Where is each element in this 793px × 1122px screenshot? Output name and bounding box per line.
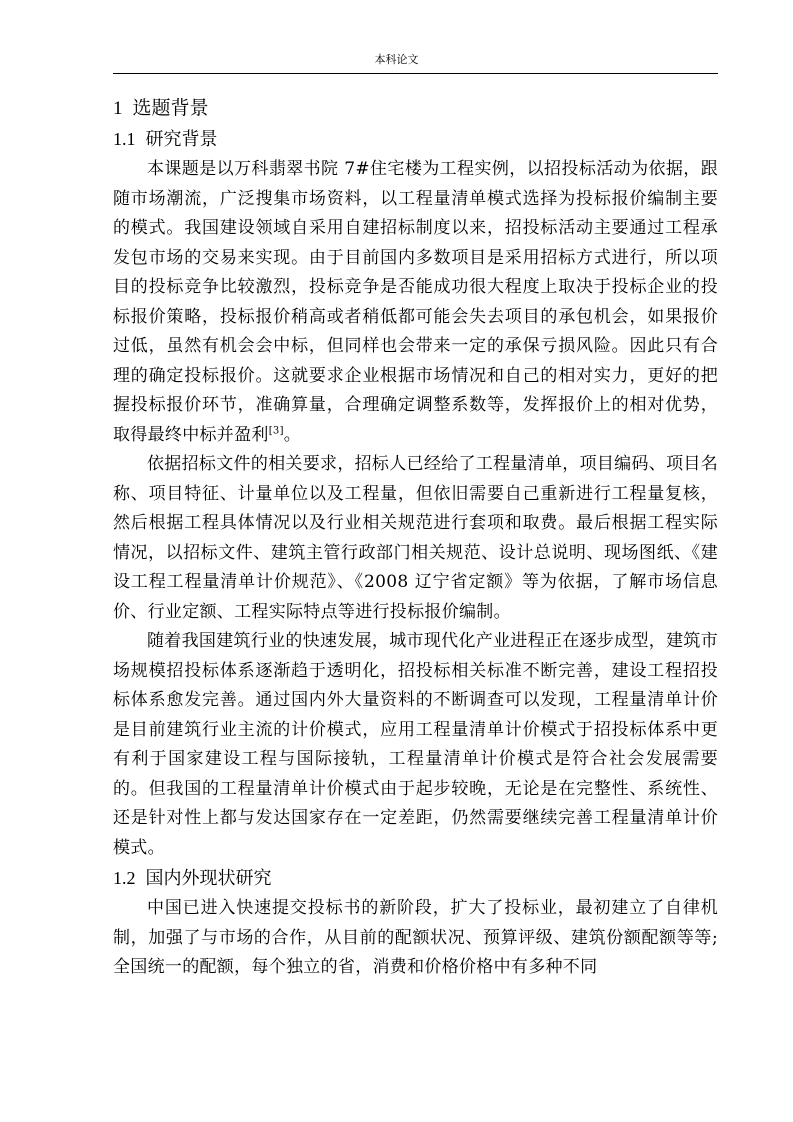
section-title: 选题背景 — [132, 97, 209, 119]
subsection-number: 1.2 — [113, 868, 136, 888]
paragraph-1-1-2: 依据招标文件的相关要求，招标人已经给了工程量清单，项目编码、项目名称、项目特征、计量单位以及工程量，但依旧需要自己重新进行工程量复核，然后根据工程具体情况以及行业相关规范进行套项和取费。最后根据工程实际情况，以招标文件、建筑主管行政部门相关规范、设计总说明、现场图纸、《建设工程工程量清单计价规范》、《2008 辽宁省定额》等为依据，了解市场信息价、行业定额、工程实际特点等进行投标报价编制。 — [113, 454, 718, 622]
subsection-heading-1-2 — [113, 863, 718, 894]
paragraph-1-2-1: 中国已进入快速提交投标书的新阶段，扩大了投标业，最初建立了自律机制，加强了与市场的合作，从目前的配额状况、预算评级、建筑份额配额等等;全国统一的配额，每个独立的省，消费和价格价格中有多种不同 — [113, 898, 718, 977]
paragraph-1-1-3: 随着我国建筑行业的快速发展，城市现代化产业进程正在逐步成型，建筑市场规模招投标体系逐渐趋于透明化，招投标相关标准不断完善，建设工程招投标体系愈发完善。通过国内外大量资料的不断调查可以发现，工程量清单计价是目前建筑行业主流的计价模式，应用工程量清单计价模式于招投标体系中更有利于国家建设工程与国际接轨，工程量清单计价模式是符合社会发展需要的。但我国的工程量清单计价模式由于起步较晚，无论是在完整性、系统性、还是针对性上都与发达国家存在一定差距，仍然需要继续完善工程量清单计价模式。 — [113, 631, 718, 858]
citation-ref: [3] — [268, 424, 284, 436]
subsection-title: 研究背景 — [145, 129, 218, 150]
subsection-title: 国内外现状研究 — [145, 868, 272, 889]
header-rule — [113, 73, 718, 74]
subsection-number: 1.1 — [113, 129, 136, 149]
section-number: 1 — [113, 98, 123, 119]
paragraph-1-1-1 — [113, 155, 718, 450]
page-body — [113, 93, 718, 983]
paragraph-end: 。 — [283, 424, 302, 445]
section-heading-1 — [113, 93, 718, 124]
running-header: 本科论文 — [374, 53, 419, 66]
paragraph-text: 本课题是以万科翡翠书院 7#住宅楼为工程实例，以招投标活动为依据，跟随市场潮流，广泛搜集市场资料，以工程量清单模式选择为投标报价编制主要的模式。我国建设领域自采用自建招标制度以来，招投标活动主要通过工程承发包市场的交易来实现。由于目前国内多数项目是采用招标方式进行，所以项目的投标竞争比较激烈，投标竞争是否能成功很大程度上取决于投标企业的投标报价策略，投标报价稍高或者稍低都可能会失去项目的承包机会，如果报价过低，虽然有机会会中标，但同样也会带来一定的承保亏损风险。因此只有合理的确定投标报价。这就要求企业根据市场情况和自己的相对实力，更好的把握投标报价环节，准确算量，合理确定调整系数等，发挥报价上的相对优势，取得最终中标并盈利 — [113, 159, 718, 445]
subsection-heading-1-1 — [113, 124, 718, 155]
